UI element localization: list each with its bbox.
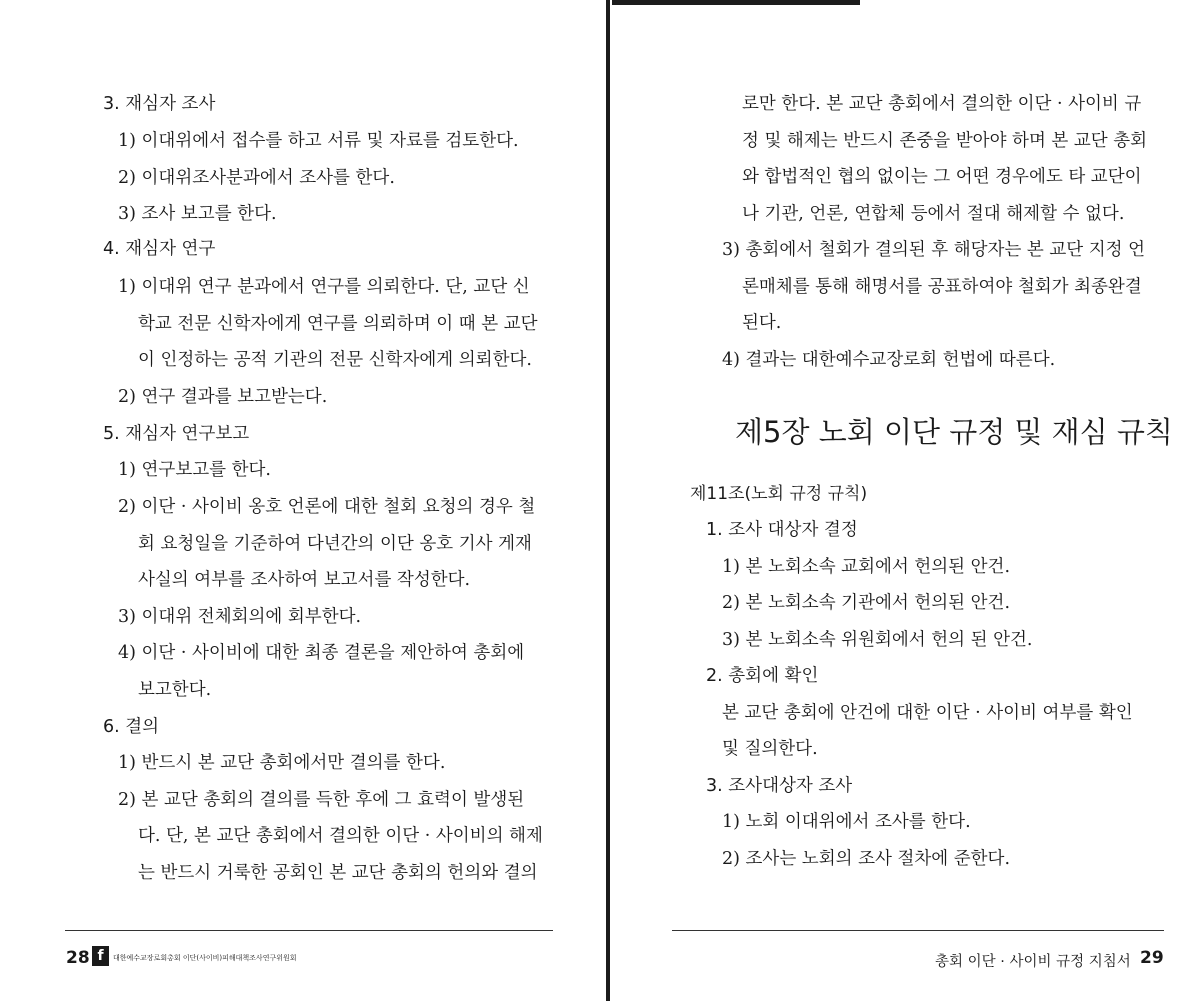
- text-line: 1) 이대위 연구 분과에서 연구를 의뢰한다. 단, 교단 신: [118, 277, 530, 297]
- chapter-title: 제5장 노회 이단 규정 및 재심 규칙: [735, 415, 1173, 449]
- section-heading: 2. 총회에 확인: [706, 666, 819, 686]
- text-line: 다. 단, 본 교단 총회에서 결의한 이단 · 사이비의 해제: [138, 826, 543, 846]
- text-line: 회 요청일을 기준하여 다년간의 이단 옹호 기사 게재: [138, 534, 532, 554]
- section-heading: 5. 재심자 연구보고: [103, 424, 250, 444]
- page-number: 28: [66, 948, 90, 968]
- text-line: 1) 반드시 본 교단 총회에서만 결의를 한다.: [118, 753, 446, 773]
- text-line: 정 및 해제는 반드시 존중을 받아야 하며 본 교단 총회: [742, 131, 1148, 151]
- text-line: 된다.: [742, 313, 782, 333]
- text-line: 1) 연구보고를 한다.: [118, 460, 271, 480]
- text-line: 보고한다.: [138, 680, 212, 700]
- publisher-name: 대한예수교장로회총회 이단(사이비)피해대책조사연구위원회: [113, 954, 297, 962]
- text-line: 3) 본 노회소속 위원회에서 헌의 된 안건.: [722, 630, 1033, 650]
- section-heading: 1. 조사 대상자 결정: [706, 520, 858, 540]
- book-title-footer: 총회 이단 · 사이비 규정 지침서: [935, 954, 1131, 970]
- text-line: 3) 이대위 전체회의에 회부한다.: [118, 607, 362, 627]
- section-heading: 3. 조사대상자 조사: [706, 776, 853, 796]
- text-line: 4) 이단 · 사이비에 대한 최종 결론을 제안하여 총회에: [118, 643, 525, 663]
- text-line: 1) 이대위에서 접수를 하고 서류 및 자료를 검토한다.: [118, 131, 519, 151]
- text-line: 로만 한다. 본 교단 총회에서 결의한 이단 · 사이비 규: [742, 94, 1142, 114]
- page-number: 29: [1140, 948, 1164, 968]
- text-line: 2) 조사는 노회의 조사 절차에 준한다.: [722, 849, 1011, 869]
- text-line: 2) 본 교단 총회의 결의를 득한 후에 그 효력이 발생된: [118, 790, 525, 810]
- text-line: 4) 결과는 대한예수교장로회 헌법에 따른다.: [722, 350, 1056, 370]
- article-heading: 제11조(노회 규정 규칙): [690, 484, 868, 504]
- text-line: 2) 연구 결과를 보고받는다.: [118, 387, 328, 407]
- text-line: 론매체를 통해 해명서를 공표하여야 철회가 최종완결: [742, 277, 1142, 297]
- text-line: 3) 총회에서 철회가 결의된 후 해당자는 본 교단 지정 언: [722, 240, 1146, 260]
- text-line: 학교 전문 신학자에게 연구를 의뢰하며 이 때 본 교단: [138, 314, 538, 334]
- section-heading: 4. 재심자 연구: [103, 239, 216, 259]
- text-line: 는 반드시 거룩한 공회인 본 교단 총회의 헌의와 결의: [138, 863, 538, 883]
- text-line: 1) 본 노회소속 교회에서 헌의된 안건.: [722, 557, 1011, 577]
- text-line: 2) 이단 · 사이비 옹호 언론에 대한 철회 요청의 경우 철: [118, 497, 536, 517]
- text-line: 및 질의한다.: [722, 739, 818, 759]
- text-line: 1) 노회 이대위에서 조사를 한다.: [722, 812, 971, 832]
- text-line: 본 교단 총회에 안건에 대한 이단 · 사이비 여부를 확인: [722, 703, 1133, 723]
- text-line: 3) 조사 보고를 한다.: [118, 204, 277, 224]
- section-heading: 3. 재심자 조사: [103, 94, 216, 114]
- footer-rule: [672, 930, 1164, 931]
- section-heading: 6. 결의: [103, 717, 160, 737]
- text-line: 사실의 여부를 조사하여 보고서를 작성한다.: [138, 570, 471, 590]
- text-line: 2) 본 노회소속 기관에서 헌의된 안건.: [722, 593, 1011, 613]
- text-line: 와 합법적인 협의 없이는 그 어떤 경우에도 타 교단이: [742, 167, 1142, 187]
- text-line: 2) 이대위조사분과에서 조사를 한다.: [118, 168, 395, 188]
- publisher-logo: f: [92, 946, 109, 966]
- text-line: 나 기관, 언론, 연합체 등에서 절대 해제할 수 없다.: [742, 204, 1125, 224]
- text-line: 이 인정하는 공적 기관의 전문 신학자에게 의뢰한다.: [138, 350, 532, 370]
